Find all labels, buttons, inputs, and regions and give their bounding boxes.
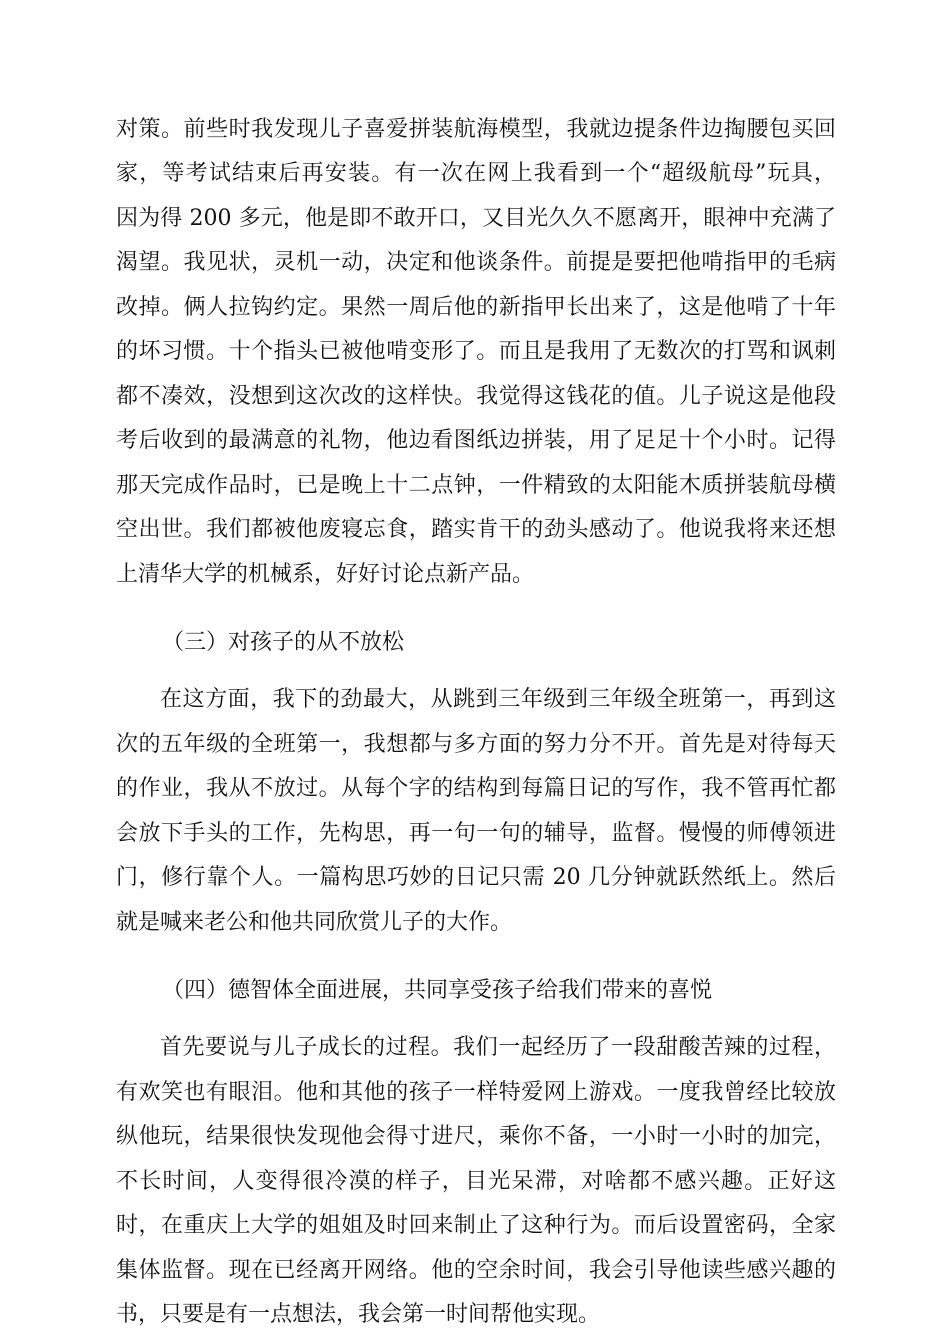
paragraph-2-line: 的作业，我从不放过。从每个字的结构到每篇日记的写作，我不管再忙都: [116, 776, 836, 802]
paragraph-3-line: 集体监督。现在已经离开网络。他的空余时间，我会引导他读些感兴趣的: [116, 1257, 836, 1283]
paragraph-3-line: 书，只要是有一点想法，我会第一时间帮他实现。: [116, 1302, 601, 1327]
paragraph-1-line: 上清华大学的机械系，好好讨论点新产品。: [116, 561, 535, 587]
paragraph-2-line: 次的五年级的全班第一，我想都与多方面的努力分不开。首先是对待每天: [116, 731, 836, 757]
paragraph-1-line: 渴望。我见状，灵机一动，决定和他谈条件。前提是要把他啃指甲的毛病: [116, 250, 836, 276]
paragraph-1-line: 的坏习惯。十个指头已被他啃变形了。而且是我用了无数次的打骂和讽刺: [116, 339, 836, 365]
paragraph-2-line: 会放下手头的工作，先构思，再一句一句的辅导，监督。慢慢的师傅领进: [116, 820, 836, 846]
paragraph-2-line: 在这方面，我下的劲最大，从跳到三年级到三年级全班第一，再到这: [160, 687, 836, 713]
paragraph-1-line: 改掉。俩人拉钩约定。果然一周后他的新指甲长出来了，这是他啃了十年: [116, 294, 836, 320]
paragraph-3-line: 纵他玩，结果很快发现他会得寸进尺，乘你不备，一小时一小时的加完，: [116, 1124, 836, 1150]
paragraph-3-line: 有欢笑也有眼泪。他和其他的孩子一样特爱网上游戏。一度我曾经比较放: [116, 1079, 836, 1105]
paragraph-1-line: 都不凑效，没想到这次改的这样快。我觉得这钱花的值。儿子说这是他段: [116, 383, 836, 409]
paragraph-2-line: 门，修行靠个人。一篇构思巧妙的日记只需 20 几分钟就跃然纸上。然后: [116, 865, 836, 891]
paragraph-3-line: 不长时间，人变得很冷漠的样子，目光呆滞，对啥都不感兴趣。正好这: [116, 1168, 836, 1194]
paragraph-3-line: 时，在重庆上大学的姐姐及时回来制止了这种行为。而后设置密码，全家: [116, 1213, 836, 1239]
paragraph-1-line: 家，等考试结束后再安装。有一次在网上我看到一个“超级航母”玩具，: [116, 161, 836, 187]
section-heading-3: （三）对孩子的从不放松: [162, 630, 405, 656]
paragraph-3-line: 首先要说与儿子成长的过程。我们一起经历了一段甜酸苦辣的过程，: [160, 1035, 836, 1061]
paragraph-1-line: 那天完成作品时，已是晚上十二点钟，一件精致的太阳能木质拼装航母横: [116, 472, 836, 498]
paragraph-1-line: 因为得 200 多元，他是即不敢开口，又目光久久不愿离开，眼神中充满了: [116, 205, 836, 231]
paragraph-1-line: 对策。前些时我发现儿子喜爱拼装航海模型，我就边提条件边掏腰包买回: [116, 117, 836, 142]
section-heading-4: （四）德智体全面进展，共同享受孩子给我们带来的喜悦: [162, 978, 713, 1004]
paragraph-1-line: 考后收到的最满意的礼物，他边看图纸边拼装，用了足足十个小时。记得: [116, 428, 836, 454]
paragraph-1-line: 空出世。我们都被他废寝忘食，踏实肯干的劲头感动了。他说我将来还想: [116, 517, 836, 543]
paragraph-2-line: 就是喊来老公和他共同欣赏儿子的大作。: [116, 909, 513, 935]
